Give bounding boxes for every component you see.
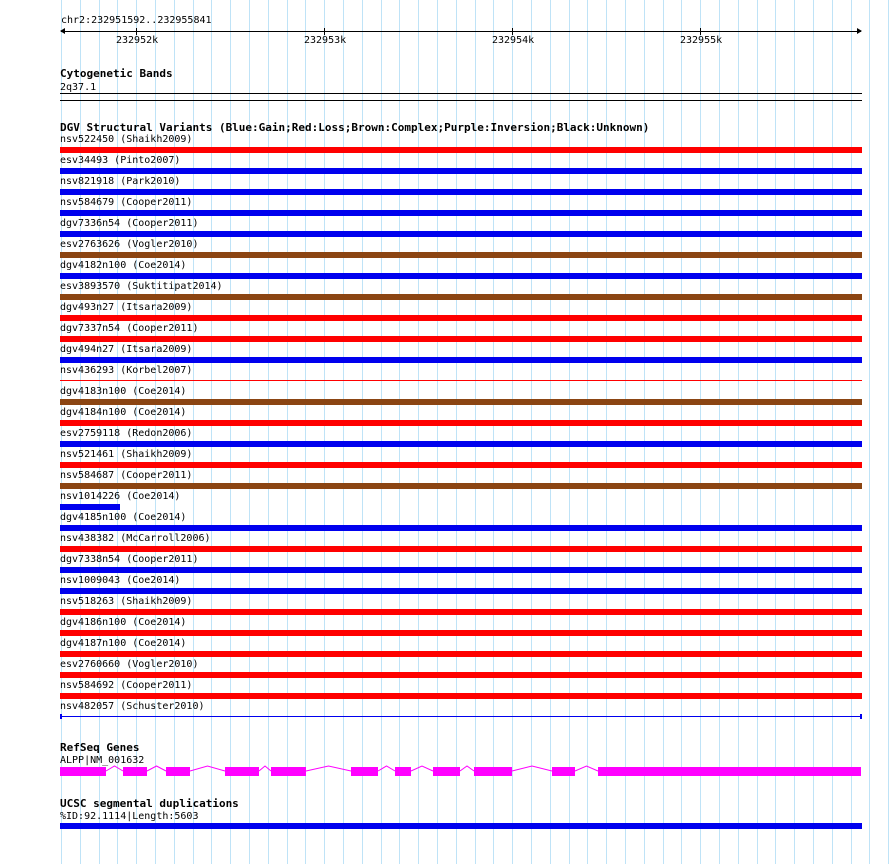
dgv-feature-label[interactable]: nsv584687 (Cooper2011) [60, 470, 193, 481]
intron [411, 766, 433, 771]
dgv-feature-label[interactable]: esv3893570 (Suktitipat2014) [60, 281, 223, 292]
cytoband-line[interactable] [60, 100, 862, 101]
grid-line [851, 0, 852, 864]
exon[interactable] [598, 767, 861, 776]
intron [190, 766, 225, 771]
dgv-feature-endcap [860, 714, 862, 719]
grid-line [813, 0, 814, 864]
grid-line [794, 0, 795, 864]
dgv-feature-bar[interactable] [60, 399, 862, 405]
dgv-feature-label[interactable]: dgv4182n100 (Coe2014) [60, 260, 187, 271]
intron [460, 766, 474, 771]
dgv-feature-bar[interactable] [60, 630, 862, 636]
ruler-tick [512, 28, 513, 35]
exon[interactable] [60, 767, 106, 776]
intron [106, 766, 123, 771]
track-title-cytoband: Cytogenetic Bands [60, 67, 173, 80]
dgv-feature-bar[interactable] [60, 504, 120, 510]
dgv-feature-bar[interactable] [60, 380, 862, 381]
exon[interactable] [433, 767, 460, 776]
dgv-feature-label[interactable]: nsv584679 (Cooper2011) [60, 197, 193, 208]
location-label: chr2:232951592..232955841 [61, 15, 212, 26]
ruler-tick-label: 232953k [304, 35, 347, 46]
dgv-feature-label[interactable]: dgv4187n100 (Coe2014) [60, 638, 187, 649]
dgv-feature-label[interactable]: nsv584692 (Cooper2011) [60, 680, 193, 691]
dgv-feature-bar[interactable] [60, 693, 862, 699]
cytoband-label[interactable]: 2q37.1 [60, 82, 97, 93]
dgv-feature-label[interactable]: nsv522450 (Shaikh2009) [60, 134, 193, 145]
dgv-feature-bar[interactable] [60, 357, 862, 363]
grid-line [888, 0, 889, 864]
dgv-feature-bar[interactable] [60, 716, 862, 717]
ruler-tick-label: 232954k [492, 35, 535, 46]
dgv-feature-bar[interactable] [60, 294, 862, 300]
grid-line [832, 0, 833, 864]
ruler-right-arrow[interactable] [857, 28, 862, 34]
exon[interactable] [552, 767, 575, 776]
dgv-feature-label[interactable]: dgv7336n54 (Cooper2011) [60, 218, 199, 229]
dgv-feature-bar[interactable] [60, 462, 862, 468]
dgv-feature-label[interactable]: esv2759118 (Redon2006) [60, 428, 193, 439]
dgv-feature-bar[interactable] [60, 315, 862, 321]
dgv-feature-bar[interactable] [60, 483, 862, 489]
track-title-dgv: DGV Structural Variants (Blue:Gain;Red:Loss;Brown:Complex;Purple:Inversion;Black:Unknown) [60, 121, 650, 134]
exon[interactable] [351, 767, 378, 776]
dgv-feature-label[interactable]: dgv493n27 (Itsara2009) [60, 302, 193, 313]
grid-line [700, 0, 701, 864]
exon[interactable] [123, 767, 147, 776]
dgv-feature-bar[interactable] [60, 441, 862, 447]
ruler-tick-label: 232955k [680, 35, 723, 46]
dgv-feature-bar[interactable] [60, 252, 862, 258]
dgv-feature-label[interactable]: nsv521461 (Shaikh2009) [60, 449, 193, 460]
dgv-feature-bar[interactable] [60, 567, 862, 573]
grid-line [719, 0, 720, 864]
dgv-feature-bar[interactable] [60, 651, 862, 657]
grid-line [738, 0, 739, 864]
dgv-feature-label[interactable]: dgv494n27 (Itsara2009) [60, 344, 193, 355]
grid-line [663, 0, 664, 864]
dgv-feature-label[interactable]: dgv4186n100 (Coe2014) [60, 617, 187, 628]
dgv-feature-bar[interactable] [60, 210, 862, 216]
intron [575, 766, 598, 771]
cytoband-line[interactable] [60, 93, 862, 94]
dgv-feature-bar[interactable] [60, 525, 862, 531]
ruler-tick [324, 28, 325, 35]
dgv-feature-label[interactable]: esv2763626 (Vogler2010) [60, 239, 199, 250]
ruler-tick [136, 28, 137, 35]
grid-line [681, 0, 682, 864]
exon[interactable] [474, 767, 512, 776]
intron [512, 766, 552, 771]
grid-line [869, 0, 870, 864]
dgv-feature-label[interactable]: dgv4185n100 (Coe2014) [60, 512, 187, 523]
ruler-tick [700, 28, 701, 35]
dgv-feature-label[interactable]: nsv1009043 (Coe2014) [60, 575, 181, 586]
dgv-feature-endcap [60, 714, 62, 719]
dgv-feature-bar[interactable] [60, 546, 862, 552]
exon[interactable] [166, 767, 190, 776]
exon[interactable] [271, 767, 306, 776]
grid-line [775, 0, 776, 864]
intron [259, 766, 271, 771]
dgv-feature-label[interactable]: dgv7338n54 (Cooper2011) [60, 554, 199, 565]
grid-line [757, 0, 758, 864]
gene-label[interactable]: ALPP|NM_001632 [60, 755, 145, 766]
track-title-refseq: RefSeq Genes [60, 741, 140, 754]
dgv-feature-bar[interactable] [60, 336, 862, 342]
dgv-feature-label[interactable]: dgv4183n100 (Coe2014) [60, 386, 187, 397]
dgv-feature-label[interactable]: nsv438382 (McCarroll2006) [60, 533, 211, 544]
intron [147, 766, 166, 771]
dgv-feature-label[interactable]: esv34493 (Pinto2007) [60, 155, 181, 166]
dgv-feature-bar[interactable] [60, 231, 862, 237]
track-title-segdup: UCSC segmental duplications [60, 797, 239, 810]
exon[interactable] [225, 767, 259, 776]
ruler-tick-label: 232952k [116, 35, 159, 46]
dgv-feature-label[interactable]: nsv436293 (Korbel2007) [60, 365, 193, 376]
intron [378, 766, 395, 771]
dgv-feature-bar[interactable] [60, 609, 862, 615]
gene-model-alpp[interactable] [0, 764, 890, 780]
segdup-label[interactable]: %ID:92.1114|Length:5603 [60, 811, 199, 822]
dgv-feature-bar[interactable] [60, 672, 862, 678]
dgv-feature-label[interactable]: nsv482057 (Schuster2010) [60, 701, 205, 712]
dgv-feature-label[interactable]: nsv821918 (Park2010) [60, 176, 181, 187]
dgv-feature-label[interactable]: nsv518263 (Shaikh2009) [60, 596, 193, 607]
dgv-feature-label[interactable]: esv2760660 (Vogler2010) [60, 659, 199, 670]
dgv-feature-bar[interactable] [60, 273, 862, 279]
dgv-feature-bar[interactable] [60, 189, 862, 195]
segdup-feature[interactable] [60, 823, 862, 829]
ruler-axis[interactable] [61, 31, 861, 32]
exon[interactable] [395, 767, 411, 776]
dgv-feature-label[interactable]: dgv4184n100 (Coe2014) [60, 407, 187, 418]
dgv-feature-bar[interactable] [60, 420, 862, 426]
gene-structure [60, 766, 861, 776]
intron [306, 766, 351, 771]
dgv-feature-bar[interactable] [60, 588, 862, 594]
dgv-feature-label[interactable]: dgv7337n54 (Cooper2011) [60, 323, 199, 334]
dgv-feature-bar[interactable] [60, 168, 862, 174]
ruler-left-arrow[interactable] [60, 28, 65, 34]
dgv-feature-label[interactable]: nsv1014226 (Coe2014) [60, 491, 181, 502]
dgv-feature-bar[interactable] [60, 147, 862, 153]
